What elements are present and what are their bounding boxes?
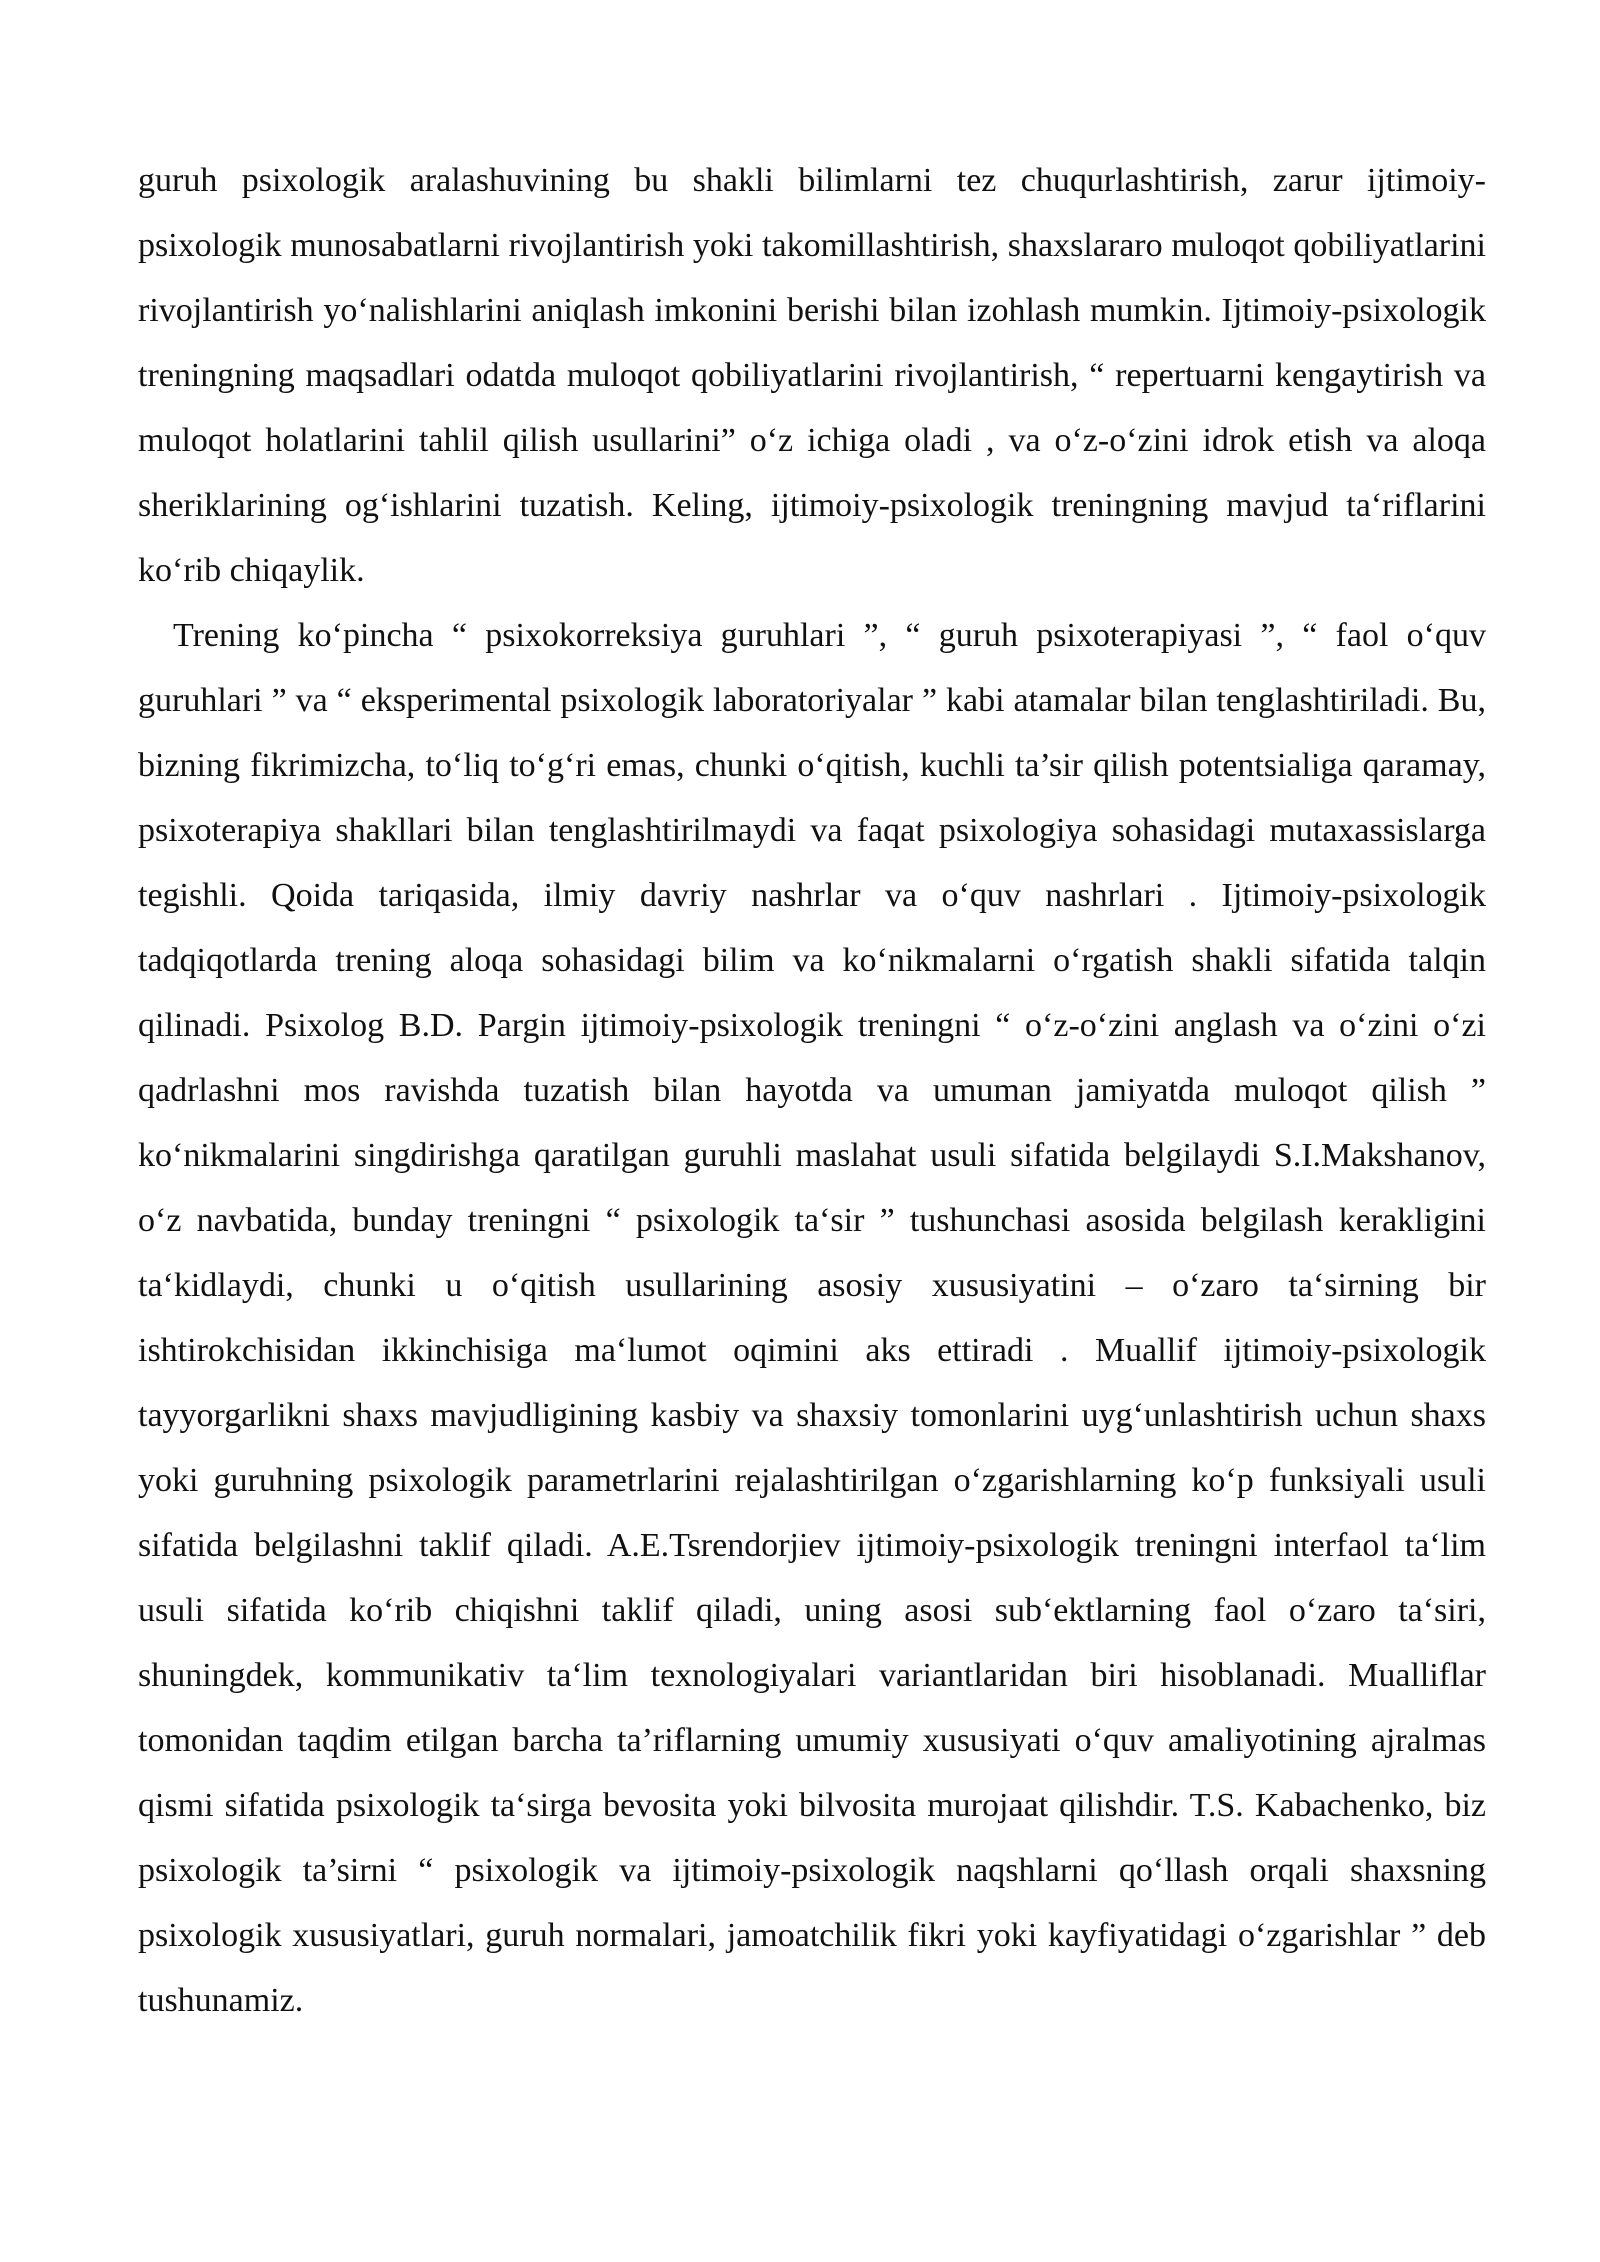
paragraph-1: guruh psixologik aralashuvining bu shakli bilimlarni tez chuqurlashtirish, zarur ijtimoiy-psixologik munosabatlarni rivojlantirish yoki takomillashtirish, shaxslararo muloqot qobiliyatlarini rivojlantirish yo‘nalishlarini aniqlash imkonini berishi bilan izohlash mumkin. Ijtimoiy-psixologik treningning maqsadlari odatda muloqot qobiliyatlarini rivojlantirish, “ repertuarni kengaytirish va muloqot holatlarini tahlil qilish usullarini” o‘z ichiga oladi , va o‘z-o‘zini idrok etish va aloqa sheriklarining og‘ishlarini tuzatish. Keling, ijtimoiy-psixologik treningning mavjud ta‘riflarini ko‘rib chiqaylik. <box>138 162 1486 589</box>
document-body <box>138 148 1486 2033</box>
paragraph-2: Trening ko‘pincha “ psixokorreksiya guruhlari ”, “ guruh psixoterapiyasi ”, “ faol o‘quv guruhlari ” va “ eksperimental psixologik laboratoriyalar ” kabi atamalar bilan tenglashtiriladi. Bu, bizning fikrimizcha, to‘liq to‘g‘ri emas, chunki o‘qitish, kuchli ta’sir qilish potentsialiga qaramay, psixoterapiya shakllari bilan tenglashtirilmaydi va faqat psixologiya sohasidagi mutaxassislarga tegishli. Qoida tariqasida, ilmiy davriy nashrlar va o‘quv nashrlari . Ijtimoiy-psixologik tadqiqotlarda trening aloqa sohasidagi bilim va ko‘nikmalarni o‘rgatish shakli sifatida talqin qilinadi. Psixolog B.D. Pargin ijtimoiy-psixologik treningni “ o‘z-o‘zini anglash va o‘zini o‘zi qadrlashni mos ravishda tuzatish bilan hayotda va umuman jamiyatda muloqot qilish ” ko‘nikmalarini singdirishga qaratilgan guruhli maslahat usuli sifatida belgilaydi S.I.Makshanov, o‘z navbatida, bunday treningni “ psixologik ta‘sir ” tushunchasi asosida belgilash kerakligini ta‘kidlaydi, chunki u o‘qitish usullarining asosiy xususiyatini – o‘zaro ta‘sirning bir ishtirokchisidan ikkinchisiga ma‘lumot oqimini aks ettiradi . Muallif ijtimoiy-psixologik tayyorgarlikni shaxs mavjudligining kasbiy va shaxsiy tomonlarini uyg‘unlashtirish uchun shaxs yoki guruhning psixologik parametrlarini rejalashtirilgan o‘zgarishlarning ko‘p funksiyali usuli sifatida belgilashni taklif qiladi. A.E.Tsrendorjiev ijtimoiy-psixologik treningni interfaol ta‘lim usuli sifatida ko‘rib chiqishni taklif qiladi, uning asosi sub‘ektlarning faol o‘zaro ta‘siri, shuningdek, kommunikativ ta‘lim texnologiyalari variantlaridan biri hisoblanadi. Mualliflar tomonidan taqdim etilgan barcha ta’riflarning umumiy xususiyati o‘quv amaliyotining ajralmas qismi sifatida psixologik ta‘sirga bevosita yoki bilvosita murojaat qilishdir. T.S. Kabachenko, biz psixologik ta’sirni “ psixologik va ijtimoiy-psixologik naqshlarni qo‘llash orqali shaxsning psixologik xususiyatlari, guruh normalari, jamoatchilik fikri yoki kayfiyatidagi o‘zgarishlar ” deb tushunamiz. <box>138 617 1486 2019</box>
